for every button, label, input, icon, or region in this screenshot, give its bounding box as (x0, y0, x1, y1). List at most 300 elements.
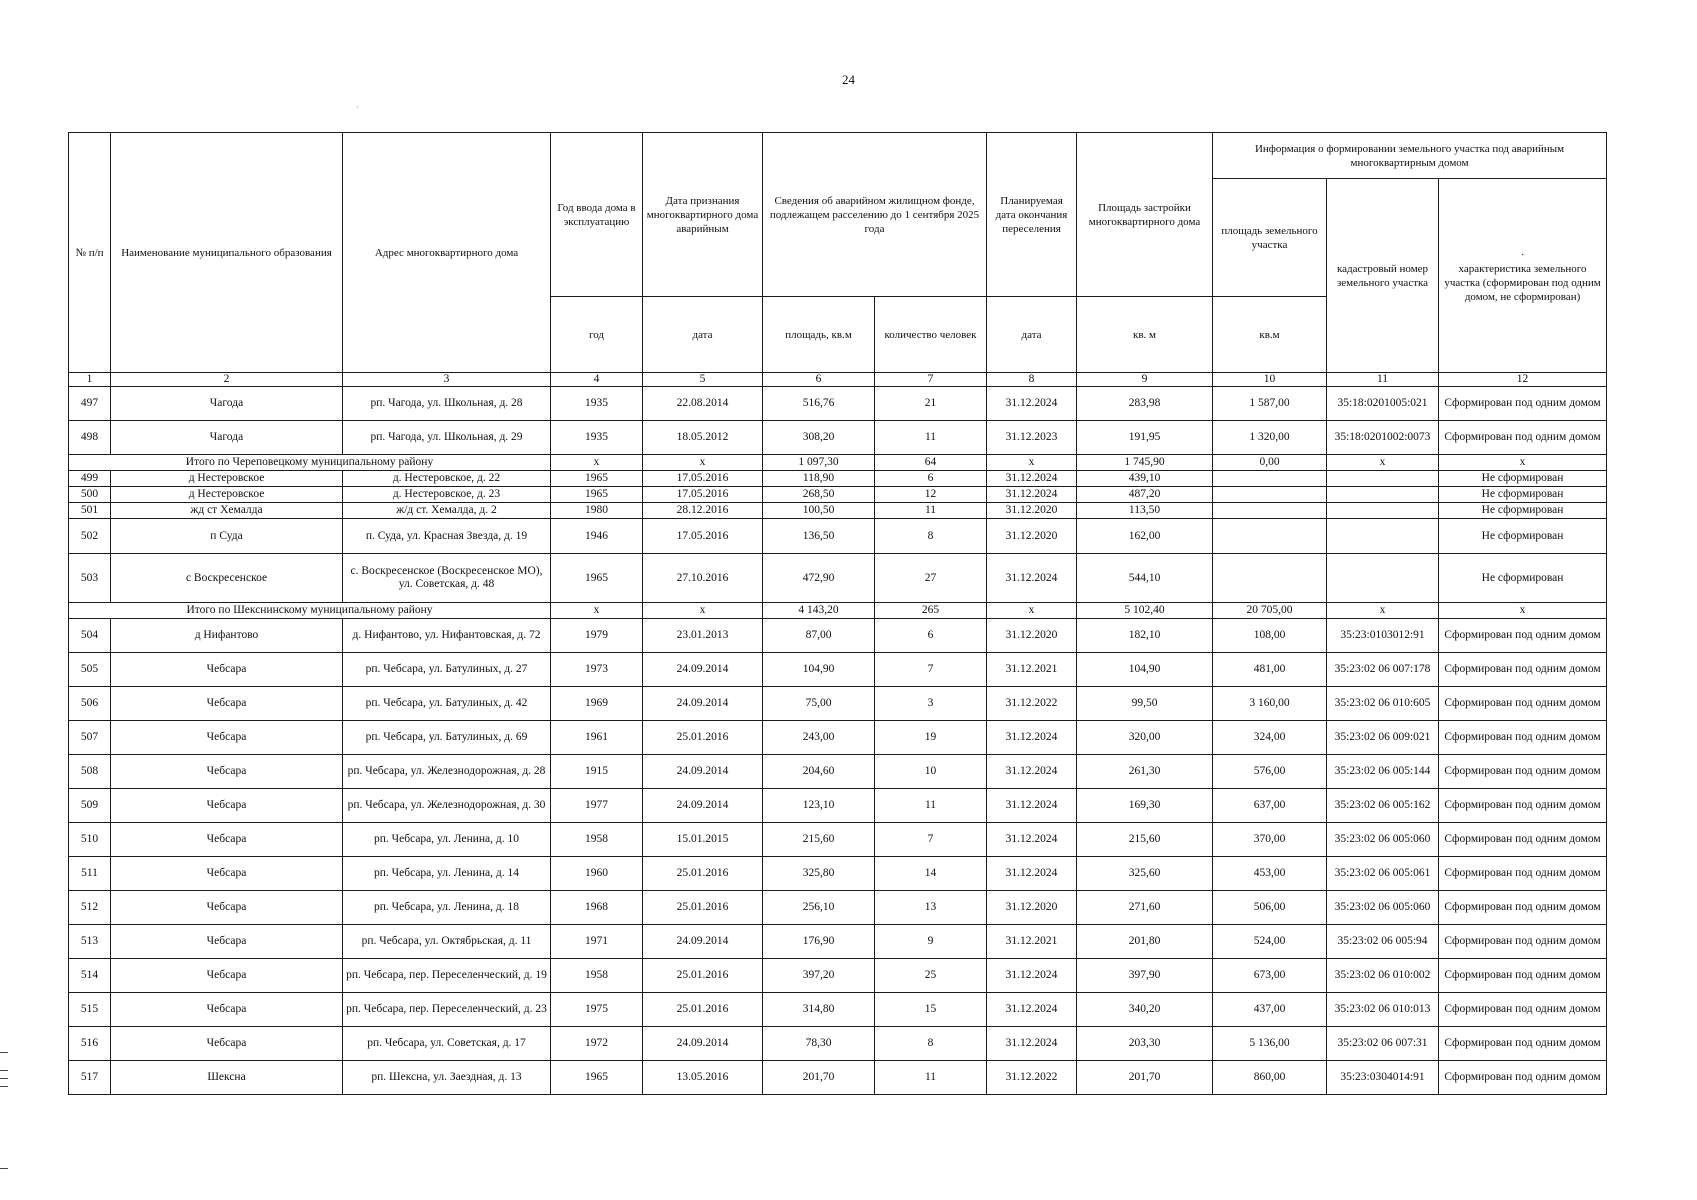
land-area-cell (1213, 471, 1327, 487)
people-cell: 27 (875, 554, 987, 603)
column-number: 10 (1213, 373, 1327, 387)
cadastral-cell (1327, 487, 1439, 503)
year-cell: 1968 (551, 891, 643, 925)
table-body (69, 387, 1607, 1095)
table-row (69, 891, 1607, 925)
row-number: 516 (69, 1027, 111, 1061)
land-area-cell: 576,00 (1213, 755, 1327, 789)
recognition-date-cell: 17.05.2016 (643, 519, 763, 554)
end-date-cell: 31.12.2020 (987, 891, 1077, 925)
area-cell: 516,76 (763, 387, 875, 421)
year-cell: 1965 (551, 554, 643, 603)
table-row (69, 503, 1607, 519)
address-cell: рп. Шексна, ул. Заездная, д. 13 (343, 1061, 551, 1095)
land-status-cell: Сформирован под одним домом (1439, 823, 1607, 857)
year-cell: 1972 (551, 1027, 643, 1061)
header-land-area: площадь земельного участка (1213, 179, 1327, 297)
land-area-cell: 524,00 (1213, 925, 1327, 959)
land-status-cell: Сформирован под одним домом (1439, 993, 1607, 1027)
end-date-cell: 31.12.2024 (987, 959, 1077, 993)
cadastral-cell: 35:23:02 06 005:162 (1327, 789, 1439, 823)
municipality-cell: д Нестеровское (111, 487, 343, 503)
cadastral-cell: 35:18:0201002:0073 (1327, 421, 1439, 455)
municipality-cell: д Нифантово (111, 619, 343, 653)
end-date-cell: 31.12.2024 (987, 387, 1077, 421)
area-cell: 308,20 (763, 421, 875, 455)
people-cell: 15 (875, 993, 987, 1027)
end-date-cell: 31.12.2024 (987, 993, 1077, 1027)
row-number: 506 (69, 687, 111, 721)
table-row (69, 823, 1607, 857)
total-label: Итого по Череповецкому муниципальному району (69, 455, 551, 471)
total-status: x (1439, 603, 1607, 619)
recognition-date-cell: 24.09.2014 (643, 789, 763, 823)
build-area-cell: 182,10 (1077, 619, 1213, 653)
row-number: 502 (69, 519, 111, 554)
cadastral-cell (1327, 471, 1439, 487)
build-area-cell: 325,60 (1077, 857, 1213, 891)
header-municipality: Наименование муниципального образования (111, 133, 343, 373)
land-area-cell: 506,00 (1213, 891, 1327, 925)
end-date-cell: 31.12.2024 (987, 789, 1077, 823)
row-number: 517 (69, 1061, 111, 1095)
row-number: 500 (69, 487, 111, 503)
municipality-cell: п Суда (111, 519, 343, 554)
year-cell: 1977 (551, 789, 643, 823)
build-area-cell: 203,30 (1077, 1027, 1213, 1061)
area-cell: 256,10 (763, 891, 875, 925)
land-status-cell: Сформирован под одним домом (1439, 619, 1607, 653)
people-cell: 19 (875, 721, 987, 755)
address-cell: ж/д ст. Хемалда, д. 2 (343, 503, 551, 519)
municipality-cell: Чебсара (111, 993, 343, 1027)
build-area-cell: 340,20 (1077, 993, 1213, 1027)
end-date-cell: 31.12.2020 (987, 503, 1077, 519)
table-row (69, 857, 1607, 891)
land-status-cell: Сформирован под одним домом (1439, 857, 1607, 891)
land-status-cell: Сформирован под одним домом (1439, 755, 1607, 789)
build-area-cell: 99,50 (1077, 687, 1213, 721)
area-cell: 397,20 (763, 959, 875, 993)
column-number: 9 (1077, 373, 1213, 387)
people-cell: 8 (875, 1027, 987, 1061)
column-number: 5 (643, 373, 763, 387)
total-date: x (643, 455, 763, 471)
build-area-cell: 104,90 (1077, 653, 1213, 687)
table-row (69, 789, 1607, 823)
table-row (69, 925, 1607, 959)
total-cadastral: x (1327, 455, 1439, 471)
municipality-cell: Чагода (111, 421, 343, 455)
area-cell: 204,60 (763, 755, 875, 789)
header-land-info: Информация о формировании земельного участка под аварийным многоквартирным домом (1213, 133, 1607, 179)
end-date-cell: 31.12.2024 (987, 487, 1077, 503)
header-land-status (1439, 179, 1607, 373)
recognition-date-cell: 17.05.2016 (643, 471, 763, 487)
header-housing-info: Сведения об аварийном жилищном фонде, подлежащем расселению до 1 сентября 2025 года (763, 133, 987, 297)
end-date-cell: 31.12.2022 (987, 1061, 1077, 1095)
year-cell: 1979 (551, 619, 643, 653)
table-row (69, 1061, 1607, 1095)
land-status-cell: Сформирован под одним домом (1439, 891, 1607, 925)
year-cell: 1958 (551, 823, 643, 857)
total-row (69, 603, 1607, 619)
table-row (69, 471, 1607, 487)
land-area-cell: 481,00 (1213, 653, 1327, 687)
header-address: Адрес многоквартирного дома (343, 133, 551, 373)
margin-mark (0, 1052, 8, 1053)
column-number: 6 (763, 373, 875, 387)
recognition-date-cell: 25.01.2016 (643, 857, 763, 891)
end-date-cell: 31.12.2024 (987, 471, 1077, 487)
table-row (69, 653, 1607, 687)
header-recognition-date: Дата признания многоквартирного дома аварийным (643, 133, 763, 297)
recognition-date-cell: 27.10.2016 (643, 554, 763, 603)
table-row (69, 387, 1607, 421)
end-date-cell: 31.12.2024 (987, 554, 1077, 603)
cadastral-cell: 35:23:02 06 005:060 (1327, 823, 1439, 857)
people-cell: 10 (875, 755, 987, 789)
municipality-cell: Чебсара (111, 687, 343, 721)
area-cell: 104,90 (763, 653, 875, 687)
people-cell: 25 (875, 959, 987, 993)
municipality-cell: Чебсара (111, 925, 343, 959)
year-cell: 1958 (551, 959, 643, 993)
land-status-cell: Сформирован под одним домом (1439, 789, 1607, 823)
column-number: 3 (343, 373, 551, 387)
recognition-date-cell: 22.08.2014 (643, 387, 763, 421)
total-label: Итого по Шекснинскому муниципальному району (69, 603, 551, 619)
build-area-cell: 261,30 (1077, 755, 1213, 789)
municipality-cell: д Нестеровское (111, 471, 343, 487)
table-row (69, 1027, 1607, 1061)
area-cell: 87,00 (763, 619, 875, 653)
year-cell: 1946 (551, 519, 643, 554)
end-date-cell: 31.12.2024 (987, 755, 1077, 789)
year-cell: 1935 (551, 421, 643, 455)
header-number: № п/п (69, 133, 111, 373)
row-number: 504 (69, 619, 111, 653)
area-cell: 75,00 (763, 687, 875, 721)
land-status-cell: Сформирован под одним домом (1439, 687, 1607, 721)
address-cell: рп. Чагода, ул. Школьная, д. 28 (343, 387, 551, 421)
land-status-cell: Сформирован под одним домом (1439, 387, 1607, 421)
land-area-cell: 324,00 (1213, 721, 1327, 755)
row-number: 512 (69, 891, 111, 925)
year-cell: 1965 (551, 1061, 643, 1095)
land-area-cell: 673,00 (1213, 959, 1327, 993)
cadastral-cell: 35:23:02 06 005:144 (1327, 755, 1439, 789)
column-number: 8 (987, 373, 1077, 387)
people-cell: 13 (875, 891, 987, 925)
recognition-date-cell: 25.01.2016 (643, 891, 763, 925)
municipality-cell: Чебсара (111, 789, 343, 823)
people-cell: 7 (875, 653, 987, 687)
municipality-cell: с Воскресенское (111, 554, 343, 603)
address-cell: рп. Чебсара, ул. Железнодорожная, д. 30 (343, 789, 551, 823)
land-area-cell: 860,00 (1213, 1061, 1327, 1095)
column-number: 2 (111, 373, 343, 387)
cadastral-cell (1327, 554, 1439, 603)
cadastral-cell: 35:23:0103012:91 (1327, 619, 1439, 653)
table-row (69, 993, 1607, 1027)
column-number: 1 (69, 373, 111, 387)
table-row (69, 554, 1607, 603)
address-cell: п. Суда, ул. Красная Звезда, д. 19 (343, 519, 551, 554)
row-number: 498 (69, 421, 111, 455)
page-number: 24 (842, 72, 855, 87)
table-row (69, 959, 1607, 993)
header-year: Год ввода дома в эксплуатацию (551, 133, 643, 297)
total-area: 1 097,30 (763, 455, 875, 471)
end-date-cell: 31.12.2023 (987, 421, 1077, 455)
land-status-cell: Не сформирован (1439, 519, 1607, 554)
recognition-date-cell: 24.09.2014 (643, 925, 763, 959)
people-cell: 6 (875, 619, 987, 653)
cadastral-cell: 35:23:02 06 005:94 (1327, 925, 1439, 959)
year-cell: 1915 (551, 755, 643, 789)
municipality-cell: Чебсара (111, 823, 343, 857)
recognition-date-cell: 24.09.2014 (643, 755, 763, 789)
area-cell: 215,60 (763, 823, 875, 857)
row-number: 508 (69, 755, 111, 789)
row-number: 515 (69, 993, 111, 1027)
people-cell: 11 (875, 789, 987, 823)
address-cell: д. Нифантово, ул. Нифантовская, д. 72 (343, 619, 551, 653)
municipality-cell: Чебсара (111, 721, 343, 755)
recognition-date-cell: 18.05.2012 (643, 421, 763, 455)
year-cell: 1961 (551, 721, 643, 755)
margin-mark (0, 1168, 8, 1169)
end-date-cell: 31.12.2024 (987, 721, 1077, 755)
build-area-cell: 439,10 (1077, 471, 1213, 487)
recognition-date-cell: 25.01.2016 (643, 993, 763, 1027)
cadastral-cell: 35:23:02 06 010:013 (1327, 993, 1439, 1027)
cadastral-cell: 35:23:02 06 010:605 (1327, 687, 1439, 721)
header-dot: · (1520, 248, 1525, 261)
people-cell: 7 (875, 823, 987, 857)
recognition-date-cell: 24.09.2014 (643, 687, 763, 721)
year-cell: 1971 (551, 925, 643, 959)
area-cell: 314,80 (763, 993, 875, 1027)
land-area-cell: 1 587,00 (1213, 387, 1327, 421)
cadastral-cell: 35:18:0201005:021 (1327, 387, 1439, 421)
cadastral-cell (1327, 519, 1439, 554)
margin-mark (0, 1086, 8, 1087)
municipality-cell: Чебсара (111, 1027, 343, 1061)
total-build-area: 5 102,40 (1077, 603, 1213, 619)
land-area-cell: 1 320,00 (1213, 421, 1327, 455)
recognition-date-cell: 17.05.2016 (643, 487, 763, 503)
recognition-date-cell: 24.09.2014 (643, 1027, 763, 1061)
table-row (69, 619, 1607, 653)
people-cell: 14 (875, 857, 987, 891)
address-cell: рп. Чебсара, ул. Советская, д. 17 (343, 1027, 551, 1061)
unit-people: количество человек (875, 297, 987, 373)
end-date-cell: 31.12.2020 (987, 619, 1077, 653)
total-year: x (551, 603, 643, 619)
land-status-cell: Не сформирован (1439, 471, 1607, 487)
address-cell: д. Нестеровское, д. 22 (343, 471, 551, 487)
total-people: 265 (875, 603, 987, 619)
emergency-housing-table (68, 132, 1607, 1095)
build-area-cell: 201,80 (1077, 925, 1213, 959)
address-cell: с. Воскресенское (Воскресенское МО), ул. Советская, д. 48 (343, 554, 551, 603)
build-area-cell: 397,90 (1077, 959, 1213, 993)
end-date-cell: 31.12.2020 (987, 519, 1077, 554)
row-number: 510 (69, 823, 111, 857)
column-number: 4 (551, 373, 643, 387)
address-cell: рп. Чебсара, ул. Батулиных, д. 27 (343, 653, 551, 687)
unit-land-area: кв.м (1213, 297, 1327, 373)
municipality-cell: Чебсара (111, 891, 343, 925)
recognition-date-cell: 24.09.2014 (643, 653, 763, 687)
build-area-cell: 162,00 (1077, 519, 1213, 554)
scan-speck: · (356, 102, 359, 112)
people-cell: 6 (875, 471, 987, 487)
table-row (69, 487, 1607, 503)
margin-mark (0, 1070, 8, 1071)
build-area-cell: 113,50 (1077, 503, 1213, 519)
build-area-cell: 191,95 (1077, 421, 1213, 455)
municipality-cell: Шексна (111, 1061, 343, 1095)
address-cell: рп. Чебсара, ул. Ленина, д. 18 (343, 891, 551, 925)
year-cell: 1980 (551, 503, 643, 519)
row-number: 503 (69, 554, 111, 603)
cadastral-cell: 35:23:02 06 009:021 (1327, 721, 1439, 755)
total-land-area: 0,00 (1213, 455, 1327, 471)
year-cell: 1975 (551, 993, 643, 1027)
land-status-cell: Не сформирован (1439, 503, 1607, 519)
recognition-date-cell: 13.05.2016 (643, 1061, 763, 1095)
row-number: 509 (69, 789, 111, 823)
cadastral-cell: 35:23:02 06 007:31 (1327, 1027, 1439, 1061)
area-cell: 136,50 (763, 519, 875, 554)
build-area-cell: 201,70 (1077, 1061, 1213, 1095)
table-row (69, 721, 1607, 755)
land-status-cell: Сформирован под одним домом (1439, 1027, 1607, 1061)
table-row (69, 519, 1607, 554)
cadastral-cell (1327, 503, 1439, 519)
column-number: 12 (1439, 373, 1607, 387)
people-cell: 12 (875, 487, 987, 503)
area-cell: 268,50 (763, 487, 875, 503)
row-number: 511 (69, 857, 111, 891)
row-number: 514 (69, 959, 111, 993)
area-cell: 123,10 (763, 789, 875, 823)
cadastral-cell: 35:23:02 06 005:060 (1327, 891, 1439, 925)
area-cell: 176,90 (763, 925, 875, 959)
address-cell: рп. Чебсара, ул. Батулиных, д. 42 (343, 687, 551, 721)
total-area: 4 143,20 (763, 603, 875, 619)
recognition-date-cell: 25.01.2016 (643, 959, 763, 993)
area-cell: 118,90 (763, 471, 875, 487)
land-area-cell: 5 136,00 (1213, 1027, 1327, 1061)
year-cell: 1960 (551, 857, 643, 891)
land-status-cell: Не сформирован (1439, 487, 1607, 503)
year-cell: 1965 (551, 487, 643, 503)
people-cell: 11 (875, 1061, 987, 1095)
header-build-area: Площадь застройки многоквартирного дома (1077, 133, 1213, 297)
area-cell: 243,00 (763, 721, 875, 755)
recognition-date-cell: 23.01.2013 (643, 619, 763, 653)
row-number: 513 (69, 925, 111, 959)
address-cell: рп. Чебсара, ул. Октябрьская, д. 11 (343, 925, 551, 959)
margin-mark (0, 1078, 8, 1079)
area-cell: 201,70 (763, 1061, 875, 1095)
cadastral-cell: 35:23:0304014:91 (1327, 1061, 1439, 1095)
land-area-cell: 453,00 (1213, 857, 1327, 891)
header-cadastral: кадастровый номер земельного участка (1327, 179, 1439, 373)
unit-build-area: кв. м (1077, 297, 1213, 373)
people-cell: 9 (875, 925, 987, 959)
land-area-cell: 370,00 (1213, 823, 1327, 857)
people-cell: 21 (875, 387, 987, 421)
land-status-cell: Сформирован под одним домом (1439, 1061, 1607, 1095)
table-row (69, 687, 1607, 721)
land-status-cell: Сформирован под одним домом (1439, 959, 1607, 993)
build-area-cell: 215,60 (1077, 823, 1213, 857)
unit-year: год (551, 297, 643, 373)
people-cell: 8 (875, 519, 987, 554)
build-area-cell: 283,98 (1077, 387, 1213, 421)
land-status-cell: Сформирован под одним домом (1439, 421, 1607, 455)
year-cell: 1965 (551, 471, 643, 487)
column-number: 7 (875, 373, 987, 387)
land-area-cell: 637,00 (1213, 789, 1327, 823)
total-cadastral: x (1327, 603, 1439, 619)
total-end-date: x (987, 455, 1077, 471)
build-area-cell: 487,20 (1077, 487, 1213, 503)
end-date-cell: 31.12.2021 (987, 925, 1077, 959)
build-area-cell: 271,60 (1077, 891, 1213, 925)
unit-area: площадь, кв.м (763, 297, 875, 373)
area-cell: 325,80 (763, 857, 875, 891)
land-area-cell (1213, 503, 1327, 519)
unit-date: дата (643, 297, 763, 373)
address-cell: рп. Чебсара, пер. Переселенческий, д. 23 (343, 993, 551, 1027)
row-number: 499 (69, 471, 111, 487)
recognition-date-cell: 28.12.2016 (643, 503, 763, 519)
address-cell: рп. Чебсара, ул. Ленина, д. 10 (343, 823, 551, 857)
municipality-cell: жд ст Хемалда (111, 503, 343, 519)
end-date-cell: 31.12.2024 (987, 857, 1077, 891)
total-status: x (1439, 455, 1607, 471)
land-status-cell: Сформирован под одним домом (1439, 653, 1607, 687)
land-status-cell: Не сформирован (1439, 554, 1607, 603)
build-area-cell: 320,00 (1077, 721, 1213, 755)
cadastral-cell: 35:23:02 06 010:002 (1327, 959, 1439, 993)
cadastral-cell: 35:23:02 06 005:061 (1327, 857, 1439, 891)
row-number: 505 (69, 653, 111, 687)
address-cell: рп. Чебсара, ул. Батулиных, д. 69 (343, 721, 551, 755)
municipality-cell: Чебсара (111, 653, 343, 687)
total-end-date: x (987, 603, 1077, 619)
total-land-area: 20 705,00 (1213, 603, 1327, 619)
municipality-cell: Чебсара (111, 959, 343, 993)
end-date-cell: 31.12.2024 (987, 1027, 1077, 1061)
land-area-cell (1213, 554, 1327, 603)
end-date-cell: 31.12.2024 (987, 823, 1077, 857)
land-area-cell: 3 160,00 (1213, 687, 1327, 721)
land-status-cell: Сформирован под одним домом (1439, 721, 1607, 755)
end-date-cell: 31.12.2021 (987, 653, 1077, 687)
area-cell: 78,30 (763, 1027, 875, 1061)
land-area-cell: 437,00 (1213, 993, 1327, 1027)
address-cell: рп. Чебсара, ул. Железнодорожная, д. 28 (343, 755, 551, 789)
year-cell: 1969 (551, 687, 643, 721)
row-number: 507 (69, 721, 111, 755)
